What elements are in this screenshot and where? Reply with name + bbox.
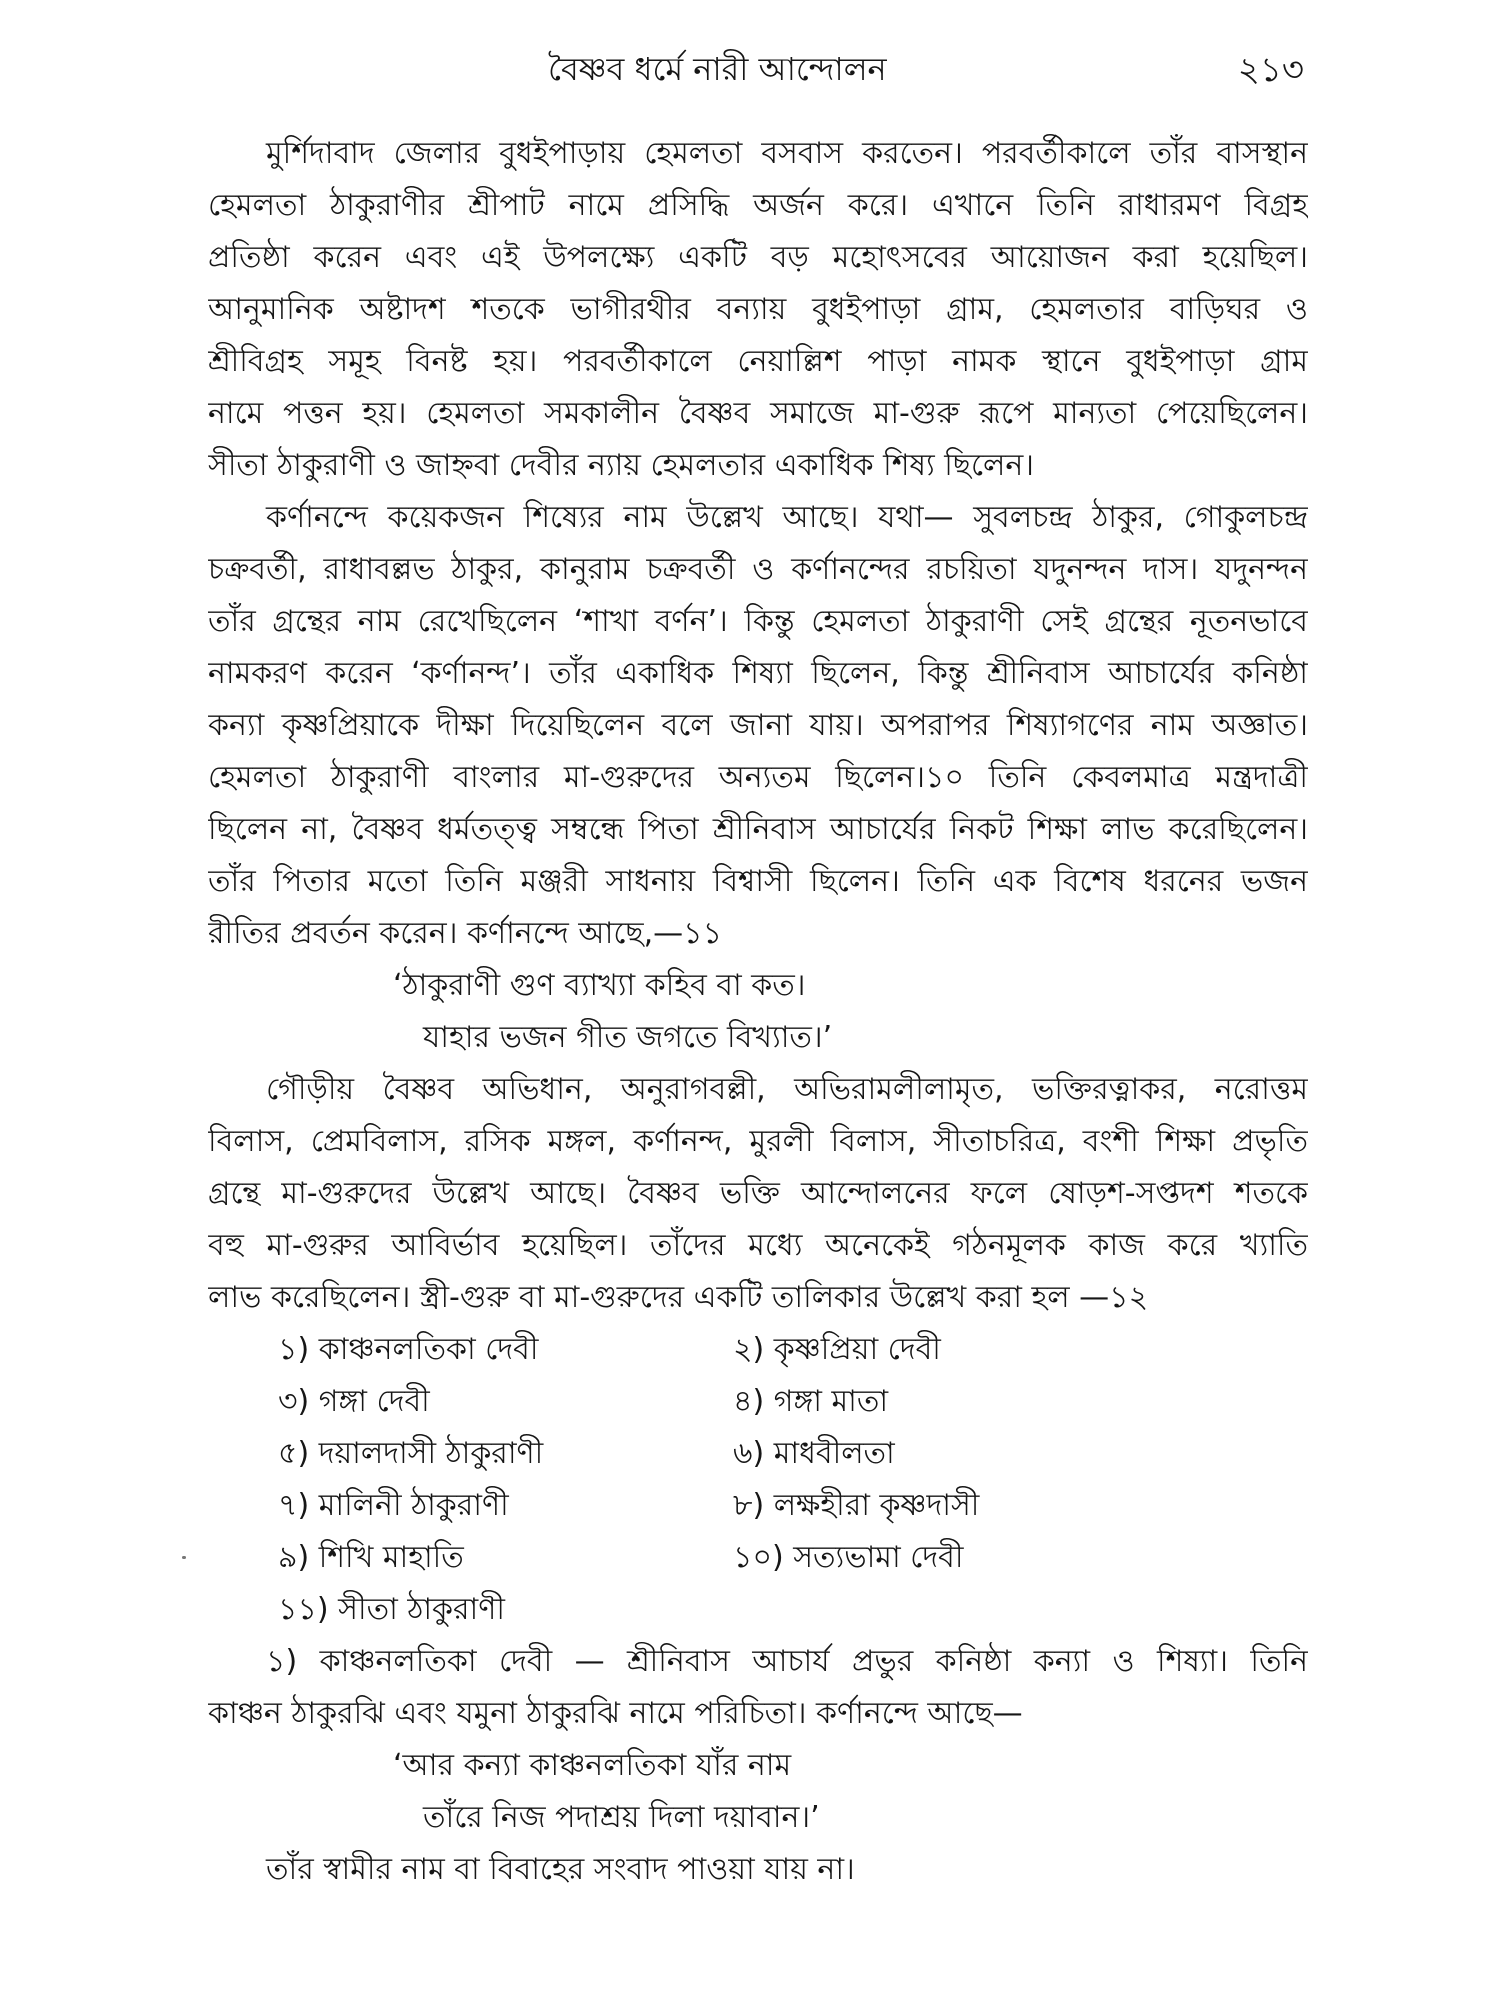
list-item: ৫) দয়ালদাসী ঠাকুরাণী	[278, 1436, 544, 1471]
running-header	[0, 44, 1500, 104]
text-line: কাঞ্চন ঠাকুরঝি এবং যমুনা ঠাকুরঝি নামে পরিচিতা। কর্ণানন্দে আছে—	[208, 1696, 1023, 1731]
guru-list	[208, 1324, 1308, 1636]
list-item: ৭) মালিনী ঠাকুরাণী	[278, 1488, 509, 1523]
list-item: ১) কাঞ্চনলতিকা দেবী	[278, 1332, 539, 1367]
list-item: ১১) সীতা ঠাকুরাণী	[278, 1592, 505, 1627]
text-line: চক্রবর্তী, রাধাবল্লভ ঠাকুর, কানুরাম চক্রবর্তী ও কর্ণানন্দের রচয়িতা যদুনন্দন দাস। যদুনন্দন	[208, 552, 1308, 587]
verse-line: তাঁরে নিজ পদাশ্রয় দিলা দয়াবান।’	[423, 1800, 820, 1835]
text-line: ছিলেন না, বৈষ্ণব ধর্মতত্ত্ব সম্বন্ধে পিতা শ্রীনিবাস আচার্যের নিকট শিক্ষা লাভ করেছিলেন।	[208, 812, 1308, 847]
text-line: সীতা ঠাকুরাণী ও জাহ্নবা দেবীর ন্যায় হেমলতার একাধিক শিষ্য ছিলেন।	[208, 448, 1035, 483]
page-number: ২১৩	[1237, 50, 1304, 90]
text-line: বিলাস, প্রেমবিলাস, রসিক মঙ্গল, কর্ণানন্দ, মুরলী বিলাস, সীতাচরিত্র, বংশী শিক্ষা প্রভৃতি	[208, 1124, 1308, 1159]
list-item: ৯) শিখি মাহাতি	[278, 1540, 464, 1575]
verse-line: ‘ঠাকুরাণী গুণ ব্যাখ্যা কহিব বা কত।	[393, 968, 806, 1003]
page-body	[208, 128, 1308, 1896]
text-line: কর্ণানন্দে কয়েকজন শিষ্যের নাম উল্লেখ আছে। যথা— সুবলচন্দ্র ঠাকুর, গোকুলচন্দ্র	[266, 500, 1308, 535]
text-line: তাঁর পিতার মতো তিনি মঞ্জরী সাধনায় বিশ্বাসী ছিলেন। তিনি এক বিশেষ ধরনের ভজন	[208, 864, 1308, 899]
text-line: শ্রীবিগ্রহ সমূহ বিনষ্ট হয়। পরবর্তীকালে নেয়াল্লিশ পাড়া নামক স্থানে বুধইপাড়া গ্রাম	[208, 344, 1308, 379]
text-line: তাঁর গ্রন্থের নাম রেখেছিলেন ‘শাখা বর্ণন’। কিন্তু হেমলতা ঠাকুরাণী সেই গ্রন্থের নূতনভাবে	[208, 604, 1308, 639]
list-item: ৮) লক্ষহীরা কৃষ্ণদাসী	[733, 1488, 980, 1523]
text-line: নামকরণ করেন ‘কর্ণানন্দ’। তাঁর একাধিক শিষ্যা ছিলেন, কিন্তু শ্রীনিবাস আচার্যের কনিষ্ঠা	[208, 656, 1308, 691]
list-item: ৩) গঙ্গা দেবী	[278, 1384, 430, 1419]
text-line: গ্রন্থে মা-গুরুদের উল্লেখ আছে। বৈষ্ণব ভক্তি আন্দোলনের ফলে ষোড়শ-সপ্তদশ শতকে	[208, 1176, 1308, 1211]
text-line: তাঁর স্বামীর নাম বা বিবাহের সংবাদ পাওয়া যায় না।	[266, 1852, 855, 1887]
text-line: কন্যা কৃষ্ণপ্রিয়াকে দীক্ষা দিয়েছিলেন বলে জানা যায়। অপরাপর শিষ্যাগণের নাম অজ্ঞাত।	[208, 708, 1308, 743]
text-line: ১) কাঞ্চনলতিকা দেবী — শ্রীনিবাস আচার্য প্রভুর কনিষ্ঠা কন্যা ও শিষ্যা। তিনি	[266, 1644, 1308, 1679]
text-line: মুর্শিদাবাদ জেলার বুধইপাড়ায় হেমলতা বসবাস করতেন। পরবর্তীকালে তাঁর বাসস্থান	[266, 136, 1308, 171]
text-line: হেমলতা ঠাকুরাণীর শ্রীপাট নামে প্রসিদ্ধি অর্জন করে। এখানে তিনি রাধারমণ বিগ্রহ	[208, 188, 1308, 223]
list-item: ৬) মাধবীলতা	[733, 1436, 895, 1471]
text-line: হেমলতা ঠাকুরাণী বাংলার মা-গুরুদের অন্যতম ছিলেন।১০ তিনি কেবলমাত্র মন্ত্রদাত্রী	[208, 760, 1308, 795]
list-item: ৪) গঙ্গা মাতা	[733, 1384, 889, 1419]
scan-speck	[182, 1556, 186, 1559]
verse-line: ‘আর কন্যা কাঞ্চনলতিকা যাঁর নাম	[393, 1748, 792, 1783]
chapter-title: বৈষ্ণব ধর্মে নারী আন্দোলন	[548, 50, 887, 88]
text-line: আনুমানিক অষ্টাদশ শতকে ভাগীরথীর বন্যায় বুধইপাড়া গ্রাম, হেমলতার বাড়িঘর ও	[208, 292, 1308, 327]
text-line: রীতির প্রবর্তন করেন। কর্ণানন্দে আছে,—১১	[208, 916, 723, 951]
list-item: ২) কৃষ্ণপ্রিয়া দেবী	[733, 1332, 941, 1367]
verse-line: যাহার ভজন গীত জগতে বিখ্যাত।’	[423, 1020, 833, 1055]
text-line: লাভ করেছিলেন। স্ত্রী-গুরু বা মা-গুরুদের একটি তালিকার উল্লেখ করা হল —১২	[208, 1280, 1149, 1315]
list-item: ১০) সত্যভামা দেবী	[733, 1540, 964, 1575]
text-line: গৌড়ীয় বৈষ্ণব অভিধান, অনুরাগবল্লী, অভিরামলীলামৃত, ভক্তিরত্নাকর, নরোত্তম	[266, 1072, 1308, 1107]
text-line: নামে পত্তন হয়। হেমলতা সমকালীন বৈষ্ণব সমাজে মা-গুরু রূপে মান্যতা পেয়েছিলেন।	[208, 396, 1308, 431]
text-line: বহু মা-গুরুর আবির্ভাব হয়েছিল। তাঁদের মধ্যে অনেকেই গঠনমূলক কাজ করে খ্যাতি	[208, 1228, 1308, 1263]
text-line: প্রতিষ্ঠা করেন এবং এই উপলক্ষ্যে একটি বড় মহোৎসবের আয়োজন করা হয়েছিল।	[208, 240, 1308, 275]
